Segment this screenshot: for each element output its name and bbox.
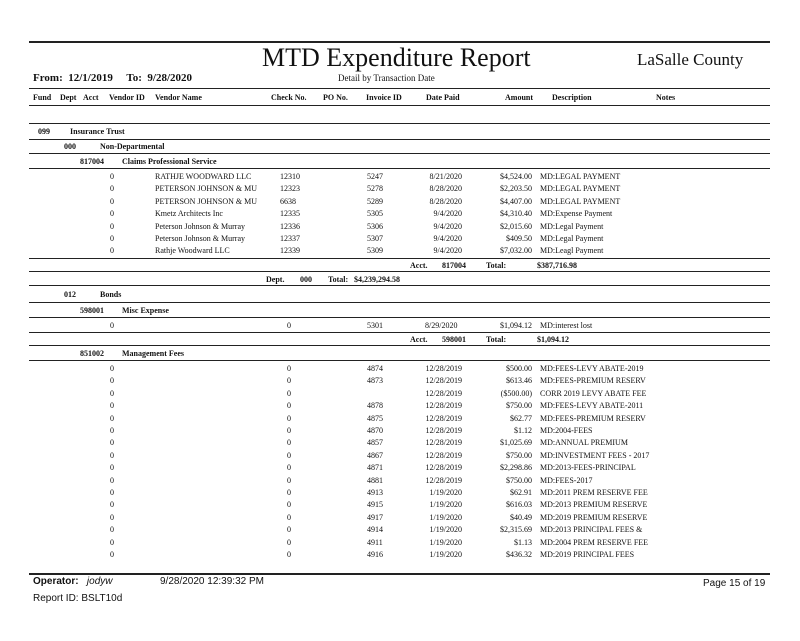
amount: ($500.00) [500, 388, 532, 398]
invoice-id: 4867 [367, 450, 383, 460]
date-paid: 8/28/2020 [429, 184, 462, 194]
invoice-id: 4881 [367, 475, 383, 485]
date-paid: 12/28/2019 [425, 426, 462, 435]
dept-total-label: Dept. [266, 275, 285, 284]
description: MD:2013 PRINCIPAL FEES & [540, 525, 643, 535]
vendor-id: 0 [110, 246, 114, 256]
description: CORR 2019 LEVY ABATE FEE [540, 388, 647, 398]
amount: $62.77 [510, 413, 532, 423]
misc-total-label: Acct. [410, 335, 428, 344]
date-paid: 12/28/2019 [425, 413, 462, 423]
invoice-id: 4878 [367, 401, 383, 411]
date-range [33, 72, 192, 84]
col-vendor-name: Vendor Name [155, 93, 202, 102]
date-paid: 12/28/2019 [425, 401, 462, 411]
amount: $40.49 [510, 512, 532, 522]
invoice-id: 4871 [367, 463, 383, 473]
col-description: Description [552, 93, 592, 102]
amount: $1.13 [514, 537, 532, 547]
check-no: 0 [287, 401, 291, 411]
footer-rule [29, 573, 770, 575]
check-no: 0 [287, 488, 291, 497]
fund-name: Insurance Trust [70, 127, 125, 136]
check-no: 12337 [280, 234, 300, 243]
acct-code: 817004 [80, 157, 104, 166]
amount: $613.46 [506, 376, 532, 386]
dept-total-amount: $4,239,294.58 [354, 275, 400, 284]
amount: $62.91 [510, 488, 532, 497]
mgmt-rule [29, 360, 770, 361]
page-number: Page 15 of 19 [703, 578, 766, 589]
invoice-id: 4915 [367, 500, 383, 510]
amount: $436.32 [506, 550, 532, 559]
check-no: 0 [287, 321, 291, 330]
dept-total-total-label: Total: [328, 275, 349, 284]
mgmt-acct-name: Management Fees [122, 349, 184, 358]
operator-label: Operator: [33, 576, 79, 587]
date-paid: 12/28/2019 [425, 475, 462, 485]
vendor-id: 0 [110, 475, 114, 485]
description: MD:Legal Payment [540, 221, 604, 231]
header-rule-bottom [29, 105, 770, 106]
description: MD:interest lost [540, 321, 593, 330]
description: MD:2013 PREMIUM RESERVE [540, 500, 648, 510]
vendor-name: Kmetz Architects Inc [155, 209, 223, 219]
check-no: 0 [287, 426, 291, 435]
description: MD:ANNUAL PREMIUM [540, 438, 628, 448]
dept2-rule [29, 302, 770, 303]
description: MD:2019 PRINCIPAL FEES [540, 550, 635, 559]
invoice-id: 5306 [367, 221, 383, 231]
report-title: MTD Expenditure Report [262, 43, 531, 72]
dept-total-code: 000 [300, 275, 312, 284]
check-no: 12335 [280, 209, 300, 219]
dept-name: Non-Departmental [100, 142, 165, 151]
invoice-id: 5309 [367, 246, 383, 256]
col-check-no: Check No. [271, 93, 307, 102]
amount: $2,203.50 [500, 184, 532, 194]
description: MD:FEES-2017 [540, 475, 593, 485]
invoice-id: 5247 [367, 172, 383, 181]
acct-rule-2 [29, 168, 770, 169]
acct-total-total-label: Total: [486, 261, 507, 270]
date-paid: 8/28/2020 [429, 196, 462, 206]
dept2-code: 012 [64, 290, 76, 299]
report-subtitle: Detail by Transaction Date [338, 73, 435, 83]
misc-rule [29, 317, 770, 318]
date-paid: 8/21/2020 [429, 172, 462, 181]
check-no: 0 [287, 537, 291, 547]
invoice-id: 4914 [367, 525, 383, 535]
vendor-name: PETERSON JOHNSON & MU [155, 184, 258, 194]
amount: $1,094.12 [500, 321, 532, 330]
vendor-id: 0 [110, 463, 114, 473]
col-date-paid: Date Paid [426, 93, 460, 102]
col-dept: Dept [60, 93, 77, 102]
vendor-id: 0 [110, 438, 114, 448]
description: MD:FEES-LEVY ABATE-2011 [540, 401, 644, 411]
county-name: LaSalle County [637, 50, 744, 69]
report-id: Report ID: BSLT10d [33, 593, 123, 604]
description: MD:LEGAL PAYMENT [540, 196, 621, 206]
col-invoice-id: Invoice ID [366, 93, 402, 102]
vendor-id: 0 [110, 196, 114, 206]
vendor-id: 0 [110, 388, 114, 398]
timestamp: 9/28/2020 12:39:32 PM [160, 576, 264, 587]
vendor-id: 0 [110, 364, 114, 373]
invoice-id: 5305 [367, 209, 383, 219]
vendor-id: 0 [110, 234, 114, 243]
fund-code: 099 [38, 127, 50, 136]
acct-total-rule-bottom [29, 271, 770, 272]
description: MD:2004 PREM RESERVE FEE [540, 537, 649, 547]
check-no: 0 [287, 450, 291, 460]
description: MD:FEES-PREMIUM RESERV [540, 413, 646, 423]
check-no: 0 [287, 463, 291, 473]
amount: $750.00 [506, 475, 532, 485]
misc-total-code: 598001 [442, 335, 466, 344]
check-no: 12310 [280, 172, 300, 181]
date-paid: 1/19/2020 [429, 488, 462, 497]
check-no: 0 [287, 550, 291, 559]
vendor-id: 0 [110, 221, 114, 231]
col-acct: Acct [83, 93, 99, 102]
amount: $7,032.00 [500, 246, 532, 256]
misc-total-rule-bottom [29, 345, 770, 346]
amount: $750.00 [506, 450, 532, 460]
date-paid: 1/19/2020 [429, 500, 462, 510]
invoice-id: 4875 [367, 413, 383, 423]
invoice-id: 5289 [367, 196, 383, 206]
misc-total-amount: $1,094.12 [537, 335, 569, 344]
misc-total-total-label: Total: [486, 335, 507, 344]
vendor-id: 0 [110, 401, 114, 411]
misc-total-rule [29, 332, 770, 333]
amount: $500.00 [506, 364, 532, 373]
date-paid: 9/4/2020 [433, 209, 462, 219]
vendor-id: 0 [110, 550, 114, 559]
description: MD:2019 PREMIUM RESERVE [540, 512, 648, 522]
acct-total-rule [29, 258, 770, 259]
amount: $1,025.69 [500, 438, 532, 448]
invoice-id: 4857 [367, 438, 383, 448]
check-no: 0 [287, 438, 291, 448]
date-paid: 12/28/2019 [425, 450, 462, 460]
check-no: 0 [287, 512, 291, 522]
invoice-id: 4916 [367, 550, 383, 559]
invoice-id: 4873 [367, 376, 383, 386]
description: MD:2013-FEES-PRINCIPAL [540, 463, 636, 473]
description: MD:Leagl Payment [540, 246, 604, 256]
misc-acct-code: 598001 [80, 306, 104, 315]
vendor-id: 0 [110, 525, 114, 535]
operator [33, 576, 112, 587]
vendor-id: 0 [110, 512, 114, 522]
description: MD:Expense Payment [540, 209, 613, 219]
header-rule-top [29, 88, 770, 89]
check-no: 0 [287, 364, 291, 373]
check-no: 12336 [280, 221, 300, 231]
date-paid: 9/4/2020 [433, 221, 462, 231]
to-label: To: [126, 72, 142, 84]
amount: $4,407.00 [500, 196, 532, 206]
check-no: 6638 [280, 196, 296, 206]
amount: $2,015.60 [500, 221, 532, 231]
check-no: 0 [287, 500, 291, 510]
acct-total-code: 817004 [442, 261, 466, 270]
amount: $2,315.69 [500, 525, 532, 535]
mgmt-acct-code: 851002 [80, 349, 104, 358]
dept-rule [29, 139, 770, 140]
to-date: 9/28/2020 [147, 72, 193, 84]
vendor-id: 0 [110, 450, 114, 460]
vendor-id: 0 [110, 537, 114, 547]
check-no: 0 [287, 525, 291, 535]
vendor-id: 0 [110, 376, 114, 386]
invoice-id: 4911 [367, 537, 383, 547]
check-no: 0 [287, 475, 291, 485]
description: MD:FEES-PREMIUM RESERV [540, 376, 646, 386]
col-fund: Fund [33, 93, 52, 102]
dept2-name: Bonds [100, 290, 122, 299]
invoice-id: 4874 [367, 364, 383, 373]
date-paid: 12/28/2019 [425, 364, 462, 373]
vendor-id: 0 [110, 172, 114, 181]
date-paid: 9/4/2020 [433, 246, 462, 256]
date-paid: 12/28/2019 [425, 463, 462, 473]
amount: $616.03 [506, 500, 532, 510]
invoice-id: 5301 [367, 321, 383, 330]
date-paid: 12/28/2019 [425, 438, 462, 448]
invoice-id: 4917 [367, 512, 383, 522]
col-po-no: PO No. [323, 93, 348, 102]
description: MD:2011 PREM RESERVE FEE [540, 488, 648, 497]
check-no: 12323 [280, 184, 300, 194]
description: MD:INVESTMENT FEES - 2017 [540, 450, 650, 460]
acct-total-label: Acct. [410, 261, 428, 270]
dept-total-rule [29, 285, 770, 286]
vendor-name: Rathje Woodward LLC [155, 246, 230, 256]
check-no: 12339 [280, 246, 300, 256]
from-label: From: [33, 72, 63, 84]
acct-name: Claims Professional Service [122, 157, 217, 166]
date-paid: 9/4/2020 [433, 234, 462, 243]
acct-total-amount: $387,716.98 [537, 261, 577, 270]
amount: $1.12 [514, 426, 532, 435]
description: MD:LEGAL PAYMENT [540, 184, 621, 194]
vendor-id: 0 [110, 209, 114, 219]
vendor-id: 0 [110, 488, 114, 497]
invoice-id: 4870 [367, 426, 383, 435]
invoice-id: 5307 [367, 234, 383, 243]
vendor-id: 0 [110, 500, 114, 510]
date-paid: 1/19/2020 [429, 512, 462, 522]
acct-rule [29, 153, 770, 154]
date-paid: 12/28/2019 [425, 376, 462, 386]
amount: $4,310.40 [500, 209, 532, 219]
date-paid: 1/19/2020 [429, 525, 462, 535]
check-no: 0 [287, 413, 291, 423]
amount: $2,298.86 [500, 463, 532, 473]
amount: $409.50 [506, 234, 532, 243]
vendor-name: Peterson Johnson & Murray [155, 234, 245, 243]
from-date: 12/1/2019 [68, 72, 113, 84]
date-paid: 12/28/2019 [425, 388, 462, 398]
vendor-id: 0 [110, 426, 114, 435]
check-no: 0 [287, 376, 291, 386]
invoice-id: 5278 [367, 184, 383, 194]
check-no: 0 [287, 388, 291, 398]
col-amount: Amount [505, 93, 534, 102]
amount: $750.00 [506, 401, 532, 411]
misc-acct-name: Misc Expense [122, 306, 169, 315]
vendor-name: Peterson Johnson & Murray [155, 221, 245, 231]
vendor-id: 0 [110, 321, 114, 330]
operator-name: jodyw [86, 576, 113, 587]
vendor-name: RATHJE WOODWARD LLC [155, 172, 252, 181]
date-paid: 1/19/2020 [429, 550, 462, 559]
col-vendor-id: Vendor ID [109, 93, 145, 102]
amount: $4,524.00 [500, 172, 532, 181]
description: MD:2004-FEES [540, 426, 593, 435]
description: MD:Legal Payment [540, 234, 604, 243]
vendor-id: 0 [110, 413, 114, 423]
vendor-name: PETERSON JOHNSON & MU [155, 196, 258, 206]
col-notes: Notes [656, 93, 676, 102]
description: MD:FEES-LEVY ABATE-2019 [540, 364, 644, 373]
description: MD:LEGAL PAYMENT [540, 172, 621, 181]
invoice-id: 4913 [367, 488, 383, 497]
date-paid: 8/29/2020 [425, 321, 458, 330]
fund-rule [29, 123, 770, 124]
vendor-id: 0 [110, 184, 114, 194]
dept-code: 000 [64, 142, 76, 151]
date-paid: 1/19/2020 [429, 537, 462, 547]
